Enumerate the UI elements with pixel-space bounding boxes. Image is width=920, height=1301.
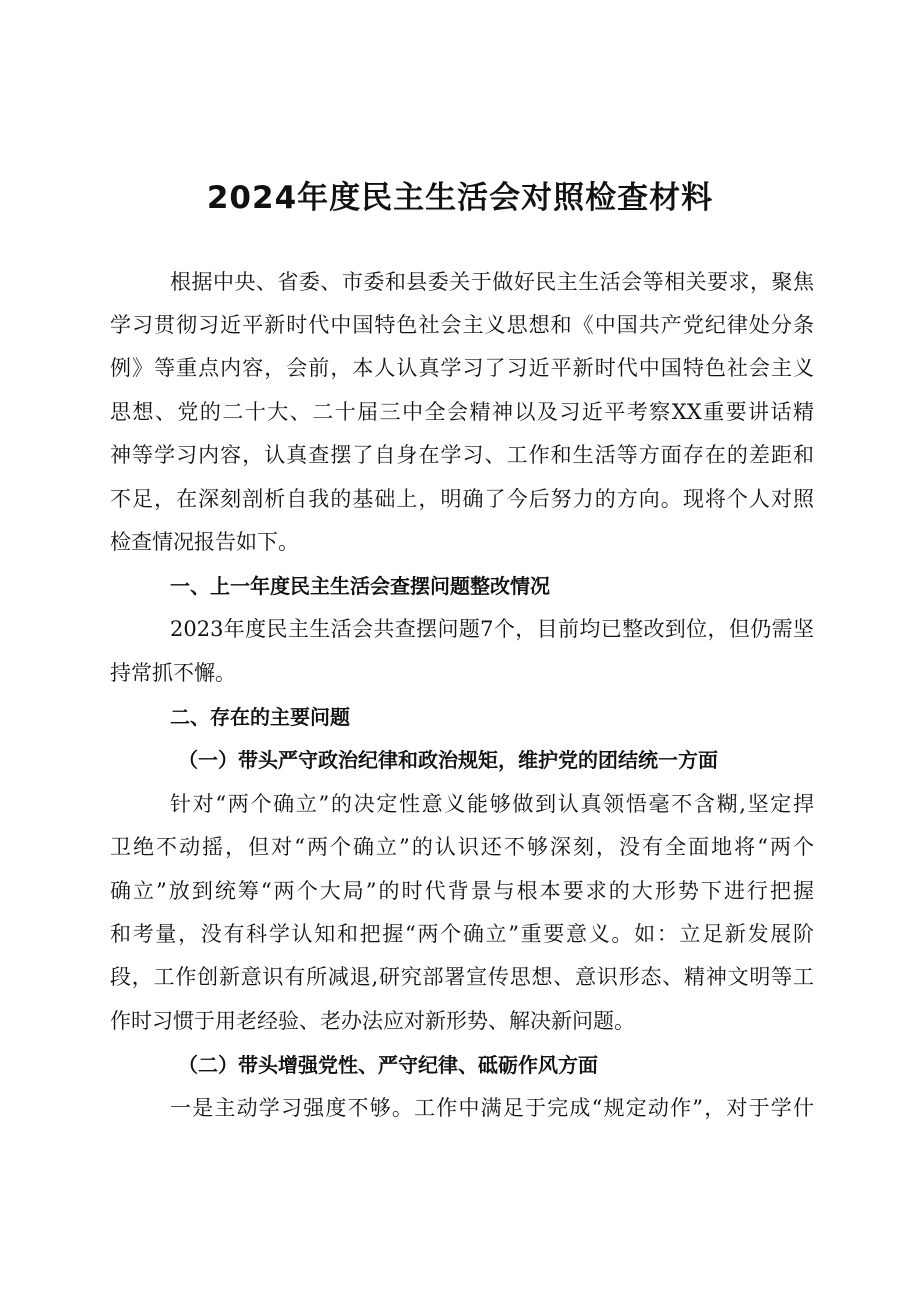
document-title: 2024年度民主生活会对照检查材料 — [206, 180, 714, 216]
paragraph-line: 一是主动学习强度不够。工作中满足于完成“规定动作”，对于学什 — [170, 1096, 814, 1120]
paragraph-line: 思想、党的二十大、二十届三中全会精神以及习近平考察XX重要讲话精 — [110, 400, 814, 424]
subsection-heading: （二）带头增强党性、严守纪律、砥砺作风方面 — [178, 1053, 598, 1077]
paragraph-line: 检查情况报告如下。 — [110, 530, 299, 554]
section-heading: 二、存在的主要问题 — [170, 705, 350, 729]
paragraph-line: 针对“两个确立”的决定性意义能够做到认真领悟毫不含糊,坚定捍 — [170, 792, 814, 816]
paragraph-line: 根据中央、省委、市委和县委关于做好民主生活会等相关要求，聚焦 — [170, 270, 814, 294]
paragraph-line: 神等学习内容，认真查摆了自身在学习、工作和生活等方面存在的差距和 — [110, 443, 814, 467]
paragraph-line: 2023年度民主生活会共查摆问题7个，目前均已整改到位，但仍需坚 — [170, 617, 814, 641]
paragraph-line: 确立”放到统筹“两个大局”的时代背景与根本要求的大形势下进行把握 — [110, 879, 814, 903]
paragraph-line: 段，工作创新意识有所减退,研究部署宣传思想、意识形态、精神文明等工 — [110, 965, 814, 989]
paragraph-line: 学习贯彻习近平新时代中国特色社会主义思想和《中国共产党纪律处分条 — [110, 313, 814, 337]
paragraph-line: 和考量，没有科学认知和把握“两个确立”重要意义。如：立足新发展阶 — [110, 922, 814, 946]
subsection-heading: （一）带头严守政治纪律和政治规矩，维护党的团结统一方面 — [178, 748, 718, 772]
paragraph-line: 持常抓不懈。 — [110, 661, 236, 685]
paragraph-line: 例》等重点内容，会前，本人认真学习了习近平新时代中国特色社会主义 — [110, 356, 814, 380]
section-heading: 一、上一年度民主生活会查摆问题整改情况 — [170, 574, 550, 598]
paragraph-line: 卫绝不动摇，但对“两个确立”的认识还不够深刻，没有全面地将“两个 — [110, 835, 814, 859]
paragraph-line: 不足，在深刻剖析自我的基础上，明确了今后努力的方向。现将个人对照 — [110, 487, 814, 511]
paragraph-line: 作时习惯于用老经验、老办法应对新形势、解决新问题。 — [110, 1009, 635, 1033]
